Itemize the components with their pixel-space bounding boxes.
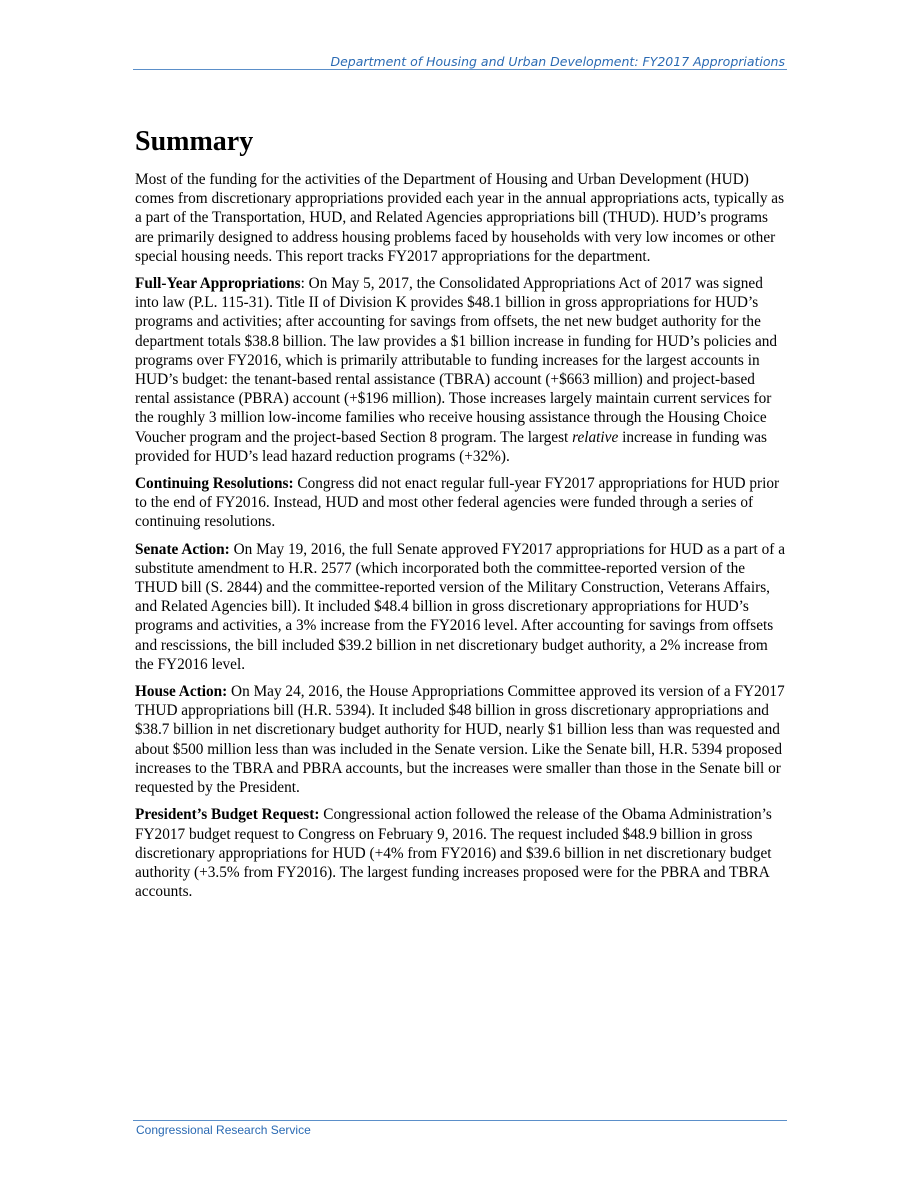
main-content — [135, 124, 785, 909]
continuing-paragraph — [135, 474, 785, 532]
footer-divider — [133, 1120, 787, 1121]
senate-lead: Senate Action: — [135, 540, 230, 558]
continuing-text: Congress did not enact regular full-year FY2017 appropriations for HUD prior to the end of FY2016. Instead, HUD and most other federal agencies were funded through a series of continuing resolutions. — [135, 475, 780, 531]
full-year-italic: relative — [572, 428, 619, 446]
house-lead: House Action: — [135, 683, 228, 701]
senate-paragraph — [135, 540, 785, 674]
house-text: On May 24, 2016, the House Appropriations Committee approved its version of a FY2017 THUD appropriations bill (H.R. 5394). It included $48 billion in gross discretionary appropriations and $38.7 billion in net discretionary budget authority for HUD, nearly $1 billion less than was requested and about $500 million less than was included in the Senate version. Like the Senate bill, H.R. 5394 proposed increases to the TBRA and PBRA accounts, but the increases were smaller than those in the Senate bill or requested by the President. — [135, 683, 785, 797]
footer-publisher: Congressional Research Service — [136, 1123, 311, 1137]
full-year-text: : On May 5, 2017, the Consolidated Appropriations Act of 2017 was signed into law (P.L. 115-31). Title II of Division K provides $48.1 billion in gross appropriations for HUD’s programs and activities; after accounting for savings from offsets, the net new budget authority for the department totals $38.8 billion. The law provides a $1 billion increase in funding for HUD’s policies and programs over FY2016, which is primarily attributable to funding increases for the largest accounts in HUD’s budget: the tenant-based rental assistance (TBRA) account (+$663 million) and project-based rental assistance (PBRA) account (+$196 million). Those increases largely maintain current services for the roughly 3 million low-income families who receive housing assistance through the Housing Choice Voucher program and the project-based Section 8 program. The largest — [135, 275, 778, 446]
president-text: Congressional action followed the release of the Obama Administration’s FY2017 budget request to Congress on February 9, 2016. The request included $48.9 billion in gross discretionary appropriations for HUD (+4% from FY2016) and $39.6 billion in net discretionary budget authority (+3.5% from FY2016). The largest funding increases proposed were for the PBRA and TBRA accounts. — [135, 806, 772, 901]
full-year-paragraph — [135, 274, 785, 466]
president-lead: President’s Budget Request: — [135, 806, 320, 824]
full-year-text-end: increase in funding was provided for HUD’s lead hazard reduction programs (+32%). — [135, 428, 767, 465]
president-paragraph — [135, 805, 785, 901]
intro-paragraph: Most of the funding for the activities of the Department of Housing and Urban Development (HUD) comes from discretionary appropriations provided each year in the annual appropriations acts, typically as a part of the Transportation, HUD, and Related Agencies appropriations bill (THUD). HUD’s programs are primarily designed to address housing problems faced by households with very low incomes or other special housing needs. This report tracks FY2017 appropriations for the department. — [135, 171, 785, 265]
running-header: Department of Housing and Urban Development: FY2017 Appropriations — [330, 54, 785, 69]
senate-text: On May 19, 2016, the full Senate approved FY2017 appropriations for HUD as a part of a substitute amendment to H.R. 2577 (which incorporated both the committee-reported version of the THUD bill (S. 2844) and the committee-reported version of the Military Construction, Veterans Affairs, and Related Agencies bill). It included $48.4 billion in gross discretionary appropriations for HUD’s programs and activities, a 3% increase from the FY2016 level. After accounting for savings from offsets and rescissions, the bill included $39.2 billion in net discretionary budget authority, a 2% increase from the FY2016 level. — [135, 540, 785, 673]
house-paragraph — [135, 682, 785, 797]
header-divider — [133, 69, 787, 70]
full-year-lead: Full-Year Appropriations — [135, 275, 301, 293]
continuing-lead: Continuing Resolutions: — [135, 475, 294, 493]
section-heading: Summary — [135, 126, 254, 157]
